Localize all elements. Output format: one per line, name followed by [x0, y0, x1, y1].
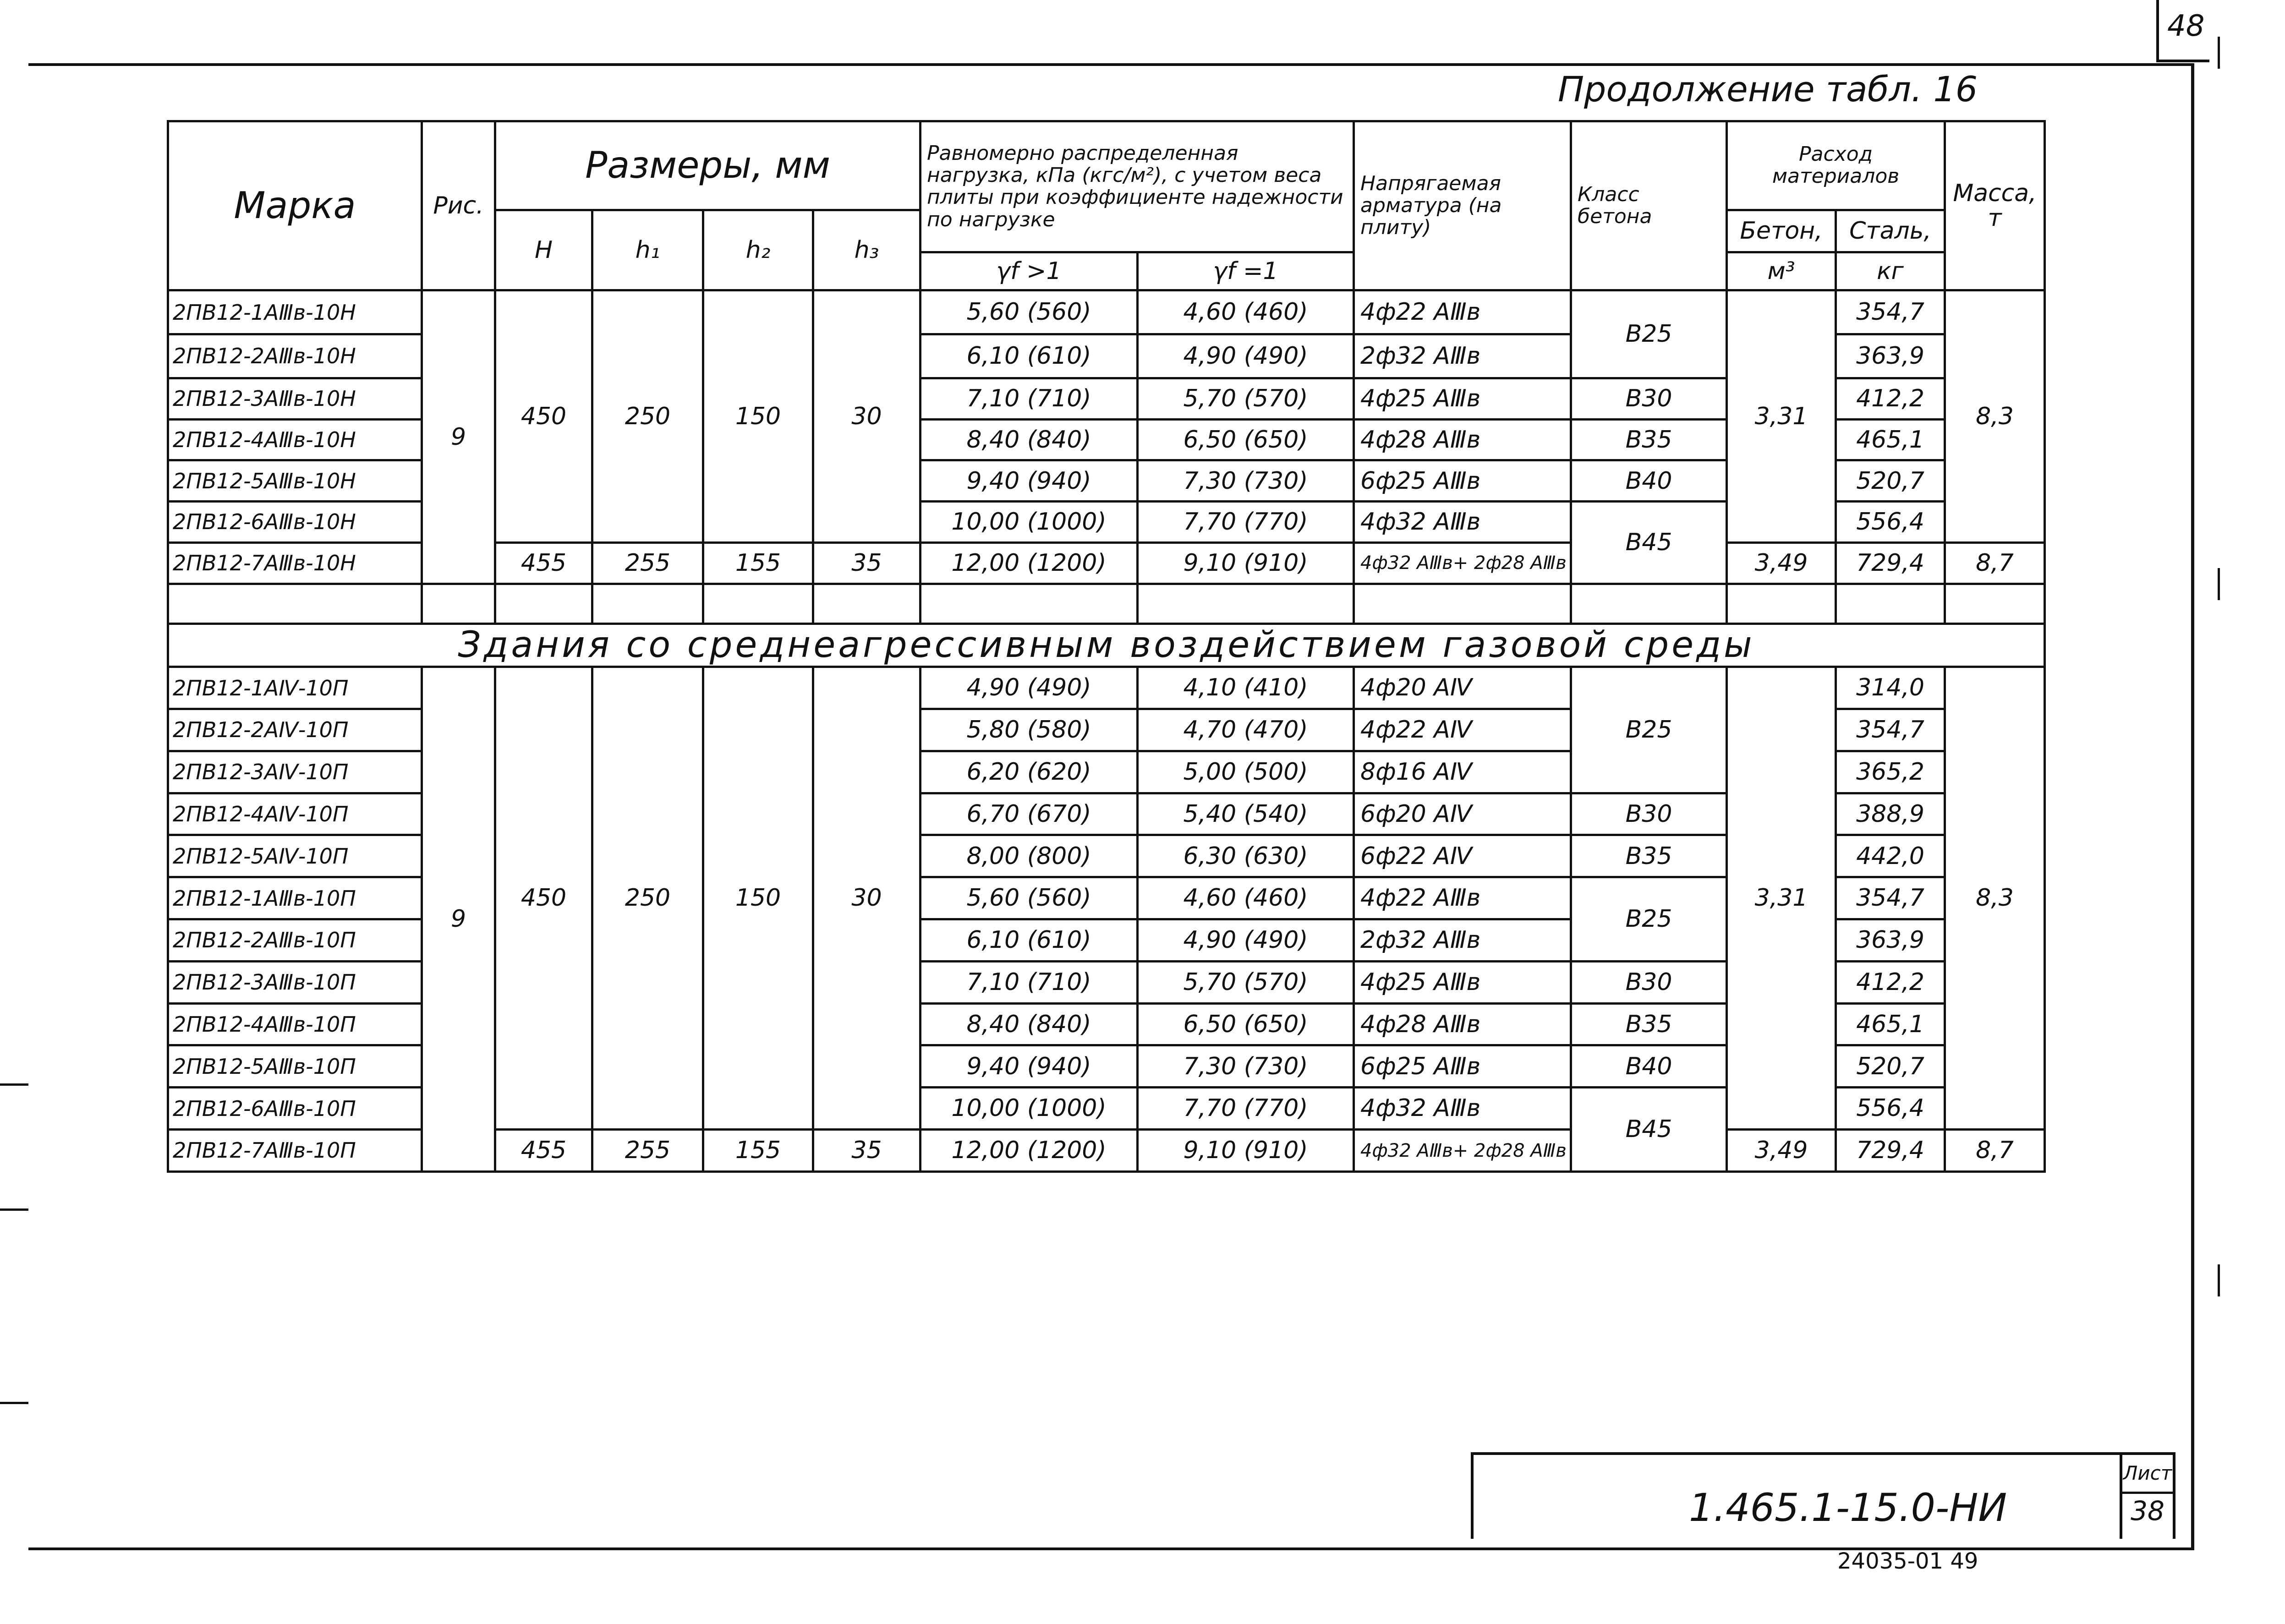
load-eq1: 6,30 (630) — [1138, 835, 1354, 877]
dim-h3: 30 — [813, 290, 921, 543]
steel-mass: 412,2 — [1836, 378, 1945, 419]
steel-mass: 363,9 — [1836, 334, 1945, 378]
dim-H: 455 — [495, 542, 592, 584]
load-gt1: 7,10 (710) — [921, 961, 1138, 1003]
header-concrete-class: Класс бетона — [1571, 121, 1727, 290]
load-eq1: 4,10 (410) — [1138, 667, 1354, 709]
header-steel-unit: кг — [1836, 252, 1945, 290]
header-steel: Сталь, — [1836, 210, 1945, 252]
table-row-mark: 2ПВ12-5АⅢв-10П — [168, 1045, 422, 1088]
steel-mass: 363,9 — [1836, 919, 1945, 962]
steel-mass: 354,7 — [1836, 290, 1945, 334]
load-gt1: 7,10 (710) — [921, 378, 1138, 419]
steel-mass: 354,7 — [1836, 709, 1945, 751]
load-eq1: 9,10 (910) — [1138, 542, 1354, 584]
reinforcement: 4ф22 АⅢв — [1354, 290, 1571, 334]
steel-mass: 520,7 — [1836, 460, 1945, 502]
steel-mass: 556,4 — [1836, 1088, 1945, 1130]
table-row-mark: 2ПВ12-1АⅢв-10Н — [168, 290, 422, 334]
load-eq1: 7,30 (730) — [1138, 1045, 1354, 1088]
concrete-volume: 3,49 — [1727, 542, 1836, 584]
table-row-mark: 2ПВ12-5АⅣ-10П — [168, 835, 422, 877]
concrete-class: В25 — [1571, 877, 1727, 962]
steel-mass: 365,2 — [1836, 751, 1945, 793]
table-row-mark: 2ПВ12-2АⅢв-10Н — [168, 334, 422, 378]
load-gt1: 6,20 (620) — [921, 751, 1138, 793]
table-row-mark: 2ПВ12-2АⅣ-10П — [168, 709, 422, 751]
table-row-mark: 2ПВ12-7АⅢв-10П — [168, 1130, 422, 1172]
reinforcement: 4ф22 АⅢв — [1354, 877, 1571, 919]
reinforcement: 4ф32 АⅢв — [1354, 502, 1571, 543]
table-row-mark: 2ПВ12-6АⅢв-10Н — [168, 502, 422, 543]
margin-tick — [2218, 1264, 2220, 1296]
load-gt1: 5,60 (560) — [921, 877, 1138, 919]
header-load-gt1: γf >1 — [921, 252, 1138, 290]
section-title: Здания со среднеагрессивным воздействием газовой среды — [168, 624, 2045, 667]
table-row-mark: 2ПВ12-3АⅢв-10П — [168, 961, 422, 1003]
table-row-mark: 2ПВ12-7АⅢв-10Н — [168, 542, 422, 584]
dim-H: 450 — [495, 290, 592, 543]
load-eq1: 4,90 (490) — [1138, 334, 1354, 378]
load-eq1: 5,00 (500) — [1138, 751, 1354, 793]
header-H: H — [495, 210, 592, 290]
slab-mass: 8,7 — [1945, 1130, 2045, 1172]
table-row-mark: 2ПВ12-4АⅢв-10П — [168, 1003, 422, 1045]
dim-h3: 35 — [813, 542, 921, 584]
header-mark: Марка — [168, 121, 422, 290]
steel-mass: 314,0 — [1836, 667, 1945, 709]
reinforcement: 6ф22 АⅣ — [1354, 835, 1571, 877]
load-eq1: 4,70 (470) — [1138, 709, 1354, 751]
load-eq1: 5,40 (540) — [1138, 793, 1354, 835]
sheet-number: 38 — [2131, 1495, 2164, 1526]
header-consumption: Расход материалов — [1727, 121, 1945, 210]
reinforcement: 4ф32 АⅢв+ 2ф28 АⅢв — [1354, 1130, 1571, 1172]
load-gt1: 6,70 (670) — [921, 793, 1138, 835]
reinforcement: 4ф32 АⅢв+ 2ф28 АⅢв — [1354, 542, 1571, 584]
table-row-mark: 2ПВ12-3АⅢв-10Н — [168, 378, 422, 419]
dim-H: 455 — [495, 1130, 592, 1172]
load-gt1: 12,00 (1200) — [921, 542, 1138, 584]
concrete-class: В30 — [1571, 961, 1727, 1003]
header-load: Равномерно распределенная нагрузка, кПа (кгс/м²), с учетом веса плиты при коэффициенте надежности по нагрузке — [921, 121, 1354, 252]
footer-code: 24035-01 49 — [1837, 1548, 1978, 1574]
dim-h2: 155 — [703, 1130, 813, 1172]
steel-mass: 442,0 — [1836, 835, 1945, 877]
slab-mass: 8,3 — [1945, 667, 2045, 1130]
dim-h2: 150 — [703, 290, 813, 543]
reinforcement: 6ф25 АⅢв — [1354, 1045, 1571, 1088]
load-eq1: 4,60 (460) — [1138, 877, 1354, 919]
table-row-mark: 2ПВ12-6АⅢв-10П — [168, 1088, 422, 1130]
load-eq1: 4,90 (490) — [1138, 919, 1354, 962]
table-row-mark: 2ПВ12-2АⅢв-10П — [168, 919, 422, 962]
dim-h3: 35 — [813, 1130, 921, 1172]
load-gt1: 8,40 (840) — [921, 1003, 1138, 1045]
header-h1: h₁ — [592, 210, 703, 290]
page-corner-number: 48 — [2167, 9, 2205, 43]
margin-tick — [2218, 568, 2220, 600]
header-h2: h₂ — [703, 210, 813, 290]
load-eq1: 4,60 (460) — [1138, 290, 1354, 334]
concrete-class: В25 — [1571, 290, 1727, 378]
header-concrete-unit: м³ — [1727, 252, 1836, 290]
header-h3: h₃ — [813, 210, 921, 290]
reinforcement: 8ф16 АⅣ — [1354, 751, 1571, 793]
steel-mass: 354,7 — [1836, 877, 1945, 919]
load-gt1: 12,00 (1200) — [921, 1130, 1138, 1172]
dim-h1: 250 — [592, 290, 703, 543]
steel-mass: 520,7 — [1836, 1045, 1945, 1088]
dim-h2: 155 — [703, 542, 813, 584]
header-mass-unit: т — [1988, 204, 2002, 232]
reinforcement: 6ф25 АⅢв — [1354, 460, 1571, 502]
reinforcement: 4ф32 АⅢв — [1354, 1088, 1571, 1130]
load-eq1: 7,70 (770) — [1138, 502, 1354, 543]
concrete-class: В45 — [1571, 1088, 1727, 1172]
margin-tick — [0, 1402, 28, 1404]
concrete-class: В35 — [1571, 1003, 1727, 1045]
dim-h1: 255 — [592, 1130, 703, 1172]
concrete-volume: 3,31 — [1727, 290, 1836, 543]
slab-table — [167, 120, 2046, 1173]
concrete-volume: 3,49 — [1727, 1130, 1836, 1172]
concrete-class: В35 — [1571, 835, 1727, 877]
load-gt1: 10,00 (1000) — [921, 502, 1138, 543]
title-block — [1471, 1452, 2195, 1542]
concrete-class: В30 — [1571, 793, 1727, 835]
reinforcement: 4ф25 АⅢв — [1354, 378, 1571, 419]
load-eq1: 5,70 (570) — [1138, 961, 1354, 1003]
table-row-mark: 2ПВ12-3АⅣ-10П — [168, 751, 422, 793]
dim-h2: 150 — [703, 667, 813, 1130]
load-gt1: 4,90 (490) — [921, 667, 1138, 709]
reinforcement: 2ф32 АⅢв — [1354, 334, 1571, 378]
reinforcement: 4ф22 АⅣ — [1354, 709, 1571, 751]
concrete-volume: 3,31 — [1727, 667, 1836, 1130]
load-gt1: 10,00 (1000) — [921, 1088, 1138, 1130]
concrete-class: В40 — [1571, 460, 1727, 502]
header-mass: Масса, — [1953, 179, 2037, 207]
load-gt1: 5,60 (560) — [921, 290, 1138, 334]
reinforcement: 4ф28 АⅢв — [1354, 1003, 1571, 1045]
steel-mass: 465,1 — [1836, 1003, 1945, 1045]
load-eq1: 6,50 (650) — [1138, 1003, 1354, 1045]
load-eq1: 6,50 (650) — [1138, 419, 1354, 460]
load-gt1: 6,10 (610) — [921, 919, 1138, 962]
dim-h1: 255 — [592, 542, 703, 584]
load-eq1: 7,30 (730) — [1138, 460, 1354, 502]
header-concrete: Бетон, — [1727, 210, 1836, 252]
load-gt1: 8,00 (800) — [921, 835, 1138, 877]
load-gt1: 5,80 (580) — [921, 709, 1138, 751]
table-row-mark: 2ПВ12-5АⅢв-10Н — [168, 460, 422, 502]
steel-mass: 412,2 — [1836, 961, 1945, 1003]
page-corner-number-box — [2156, 0, 2209, 62]
reinforcement: 2ф32 АⅢв — [1354, 919, 1571, 962]
concrete-class: В25 — [1571, 667, 1727, 793]
table-row-mark: 2ПВ12-4АⅣ-10П — [168, 793, 422, 835]
load-gt1: 8,40 (840) — [921, 419, 1138, 460]
reinforcement: 4ф20 АⅣ — [1354, 667, 1571, 709]
margin-tick — [2218, 37, 2220, 69]
dim-h3: 30 — [813, 667, 921, 1130]
steel-mass: 729,4 — [1836, 542, 1945, 584]
header-load-eq1: γf =1 — [1138, 252, 1354, 290]
header-dimensions: Размеры, мм — [495, 121, 921, 210]
reinforcement: 6ф20 АⅣ — [1354, 793, 1571, 835]
slab-mass: 8,7 — [1945, 542, 2045, 584]
steel-mass: 556,4 — [1836, 502, 1945, 543]
table-row-mark: 2ПВ12-1АⅢв-10П — [168, 877, 422, 919]
fig-number: 9 — [422, 290, 495, 584]
header-fig: Рис. — [422, 121, 495, 290]
dim-h1: 250 — [592, 667, 703, 1130]
concrete-class: В35 — [1571, 419, 1727, 460]
steel-mass: 388,9 — [1836, 793, 1945, 835]
document-code: 1.465.1-15.0-НИ — [1689, 1485, 2007, 1530]
reinforcement: 4ф25 АⅢв — [1354, 961, 1571, 1003]
title-block-code-cell — [1471, 1452, 2122, 1539]
sheet-cell — [2120, 1452, 2175, 1539]
header-reinforcement: Напрягаемая арматура (на плиту) — [1354, 121, 1571, 290]
concrete-class: В40 — [1571, 1045, 1727, 1088]
continuation-label: Продолжение табл. 16 — [1558, 69, 1978, 109]
concrete-class: В30 — [1571, 378, 1727, 419]
load-eq1: 7,70 (770) — [1138, 1088, 1354, 1130]
reinforcement: 4ф28 АⅢв — [1354, 419, 1571, 460]
load-eq1: 5,70 (570) — [1138, 378, 1354, 419]
concrete-class: В45 — [1571, 502, 1727, 584]
table-row-mark: 2ПВ12-1АⅣ-10П — [168, 667, 422, 709]
sheet-label: Лист — [2122, 1455, 2173, 1494]
load-gt1: 9,40 (940) — [921, 460, 1138, 502]
load-eq1: 9,10 (910) — [1138, 1130, 1354, 1172]
load-gt1: 9,40 (940) — [921, 1045, 1138, 1088]
slab-mass: 8,3 — [1945, 290, 2045, 543]
header-mass-cell — [1945, 121, 2045, 290]
load-gt1: 6,10 (610) — [921, 334, 1138, 378]
margin-tick — [0, 1208, 28, 1211]
steel-mass: 465,1 — [1836, 419, 1945, 460]
margin-tick — [0, 1083, 28, 1086]
dim-H: 450 — [495, 667, 592, 1130]
table-row-mark: 2ПВ12-4АⅢв-10Н — [168, 419, 422, 460]
steel-mass: 729,4 — [1836, 1130, 1945, 1172]
fig-number: 9 — [422, 667, 495, 1172]
